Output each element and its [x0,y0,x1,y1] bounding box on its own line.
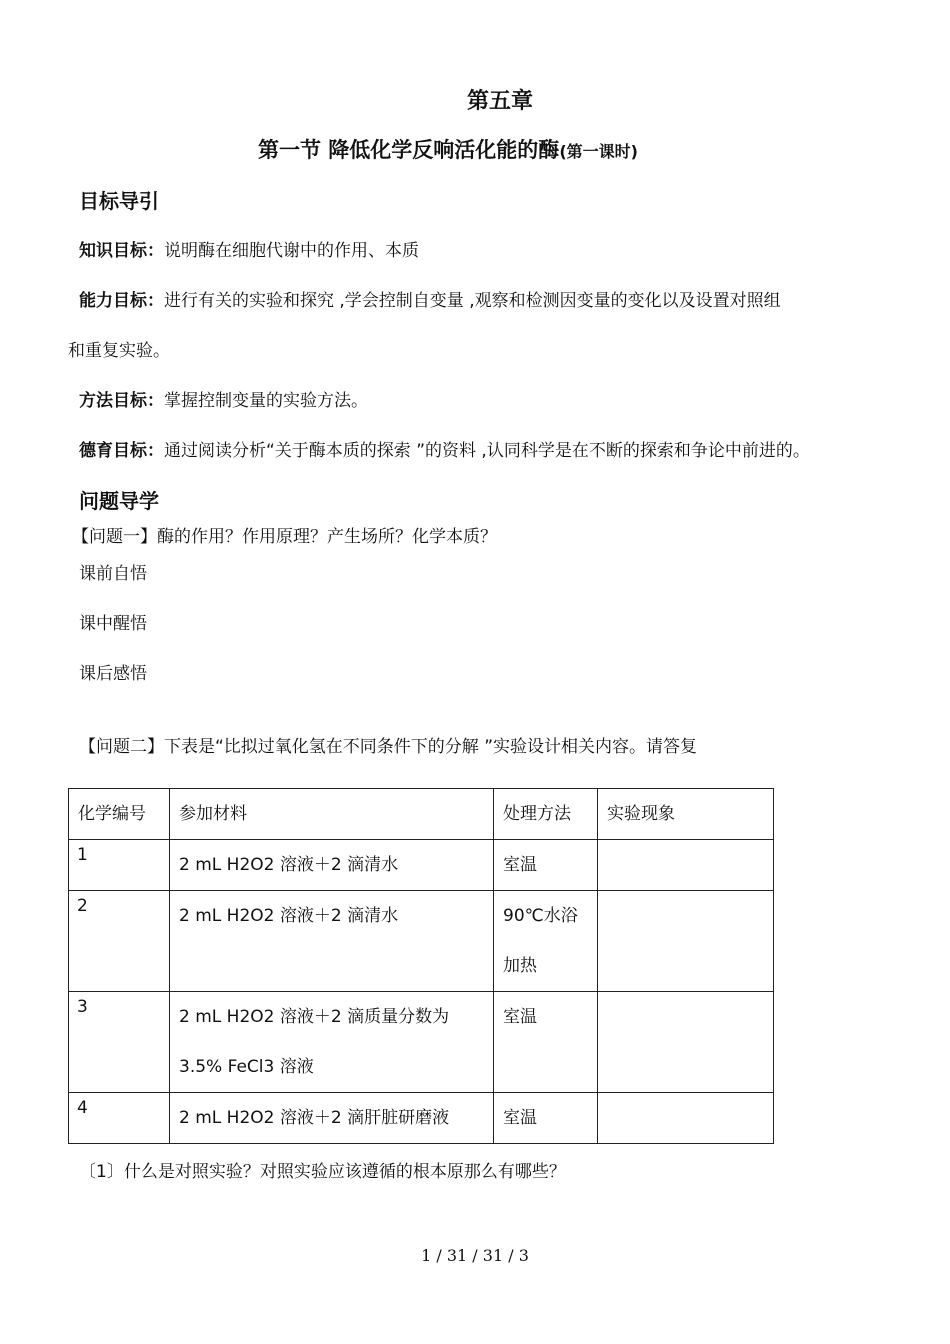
table-header-row [69,789,774,840]
table-cell: 2 mL H2O2 溶液＋2 滴质量分数为 3.5% FeCl3 溶液 [170,992,494,1093]
sub-question-one: 〔1〕什么是对照实验？对照实验应该遵循的根本原那么有哪些？ [79,1162,566,1182]
table-cell [598,1093,774,1144]
table-cell [598,891,774,992]
stage-before-class: 课前自悟 [79,564,147,584]
ability-goal-label: 能力目标： [79,291,164,311]
questions-heading: 问题导学 [79,489,159,513]
stage-after-class: 课后感悟 [79,664,147,684]
table-cell: 3 [69,992,170,1093]
ability-goal-continued: 和重复实验。 [68,341,170,361]
knowledge-goal-label: 知识目标： [79,241,164,261]
ability-goal [79,286,781,311]
method-goal-text: 掌握控制变量的实验方法。 [164,391,368,411]
table-cell: 2 mL H2O2 溶液＋2 滴清水 [170,840,494,891]
section-title-sub: (第一课时) [559,142,638,161]
question-two: 【问题二】下表是“比拟过氧化氢在不同条件下的分解 ”实验设计相关内容。请答复 [79,737,698,757]
experiment-table [68,788,774,1144]
table-cell [598,840,774,891]
section-title-main: 第一节 降低化学反响活化能的酶 [258,138,560,162]
chapter-title: 第五章 [466,89,533,114]
table-cell: 室温 [494,992,598,1093]
method-goal [79,386,368,411]
table-row [69,891,774,992]
method-goal-label: 方法目标： [79,391,164,411]
table-cell: 2 mL H2O2 溶液＋2 滴肝脏研磨液 [170,1093,494,1144]
goals-heading: 目标导引 [79,189,159,213]
table-cell: 1 [69,840,170,891]
knowledge-goal [79,236,419,261]
table-cell: 2 mL H2O2 溶液＋2 滴清水 [170,891,494,992]
moral-goal [79,436,810,461]
ability-goal-text: 进行有关的实验和探究 ,学会控制自变量 ,观察和检测因变量的变化以及设置对照组 [164,291,781,311]
table-cell [598,992,774,1093]
table-cell: 90℃水浴 加热 [494,891,598,992]
header-cell: 参加材料 [170,789,494,840]
table-row [69,992,774,1093]
page-number: 1 / 31 / 31 / 3 [421,1246,529,1265]
knowledge-goal-text: 说明酶在细胞代谢中的作用、本质 [164,241,419,261]
table-cell: 室温 [494,1093,598,1144]
header-cell: 化学编号 [69,789,170,840]
header-cell: 处理方法 [494,789,598,840]
question-one: 【问题一】酶的作用？作用原理？产生场所？化学本质？ [72,527,497,547]
moral-goal-text: 通过阅读分析“关于酶本质的探索 ”的资料 ,认同科学是在不断的探索和争论中前进的。 [164,441,810,461]
header-cell: 实验现象 [598,789,774,840]
section-title [258,134,638,164]
table-cell: 室温 [494,840,598,891]
table-row [69,1093,774,1144]
moral-goal-label: 德育目标： [79,441,164,461]
table-row [69,840,774,891]
table-cell: 2 [69,891,170,992]
table-cell: 4 [69,1093,170,1144]
stage-in-class: 课中醒悟 [79,614,147,634]
